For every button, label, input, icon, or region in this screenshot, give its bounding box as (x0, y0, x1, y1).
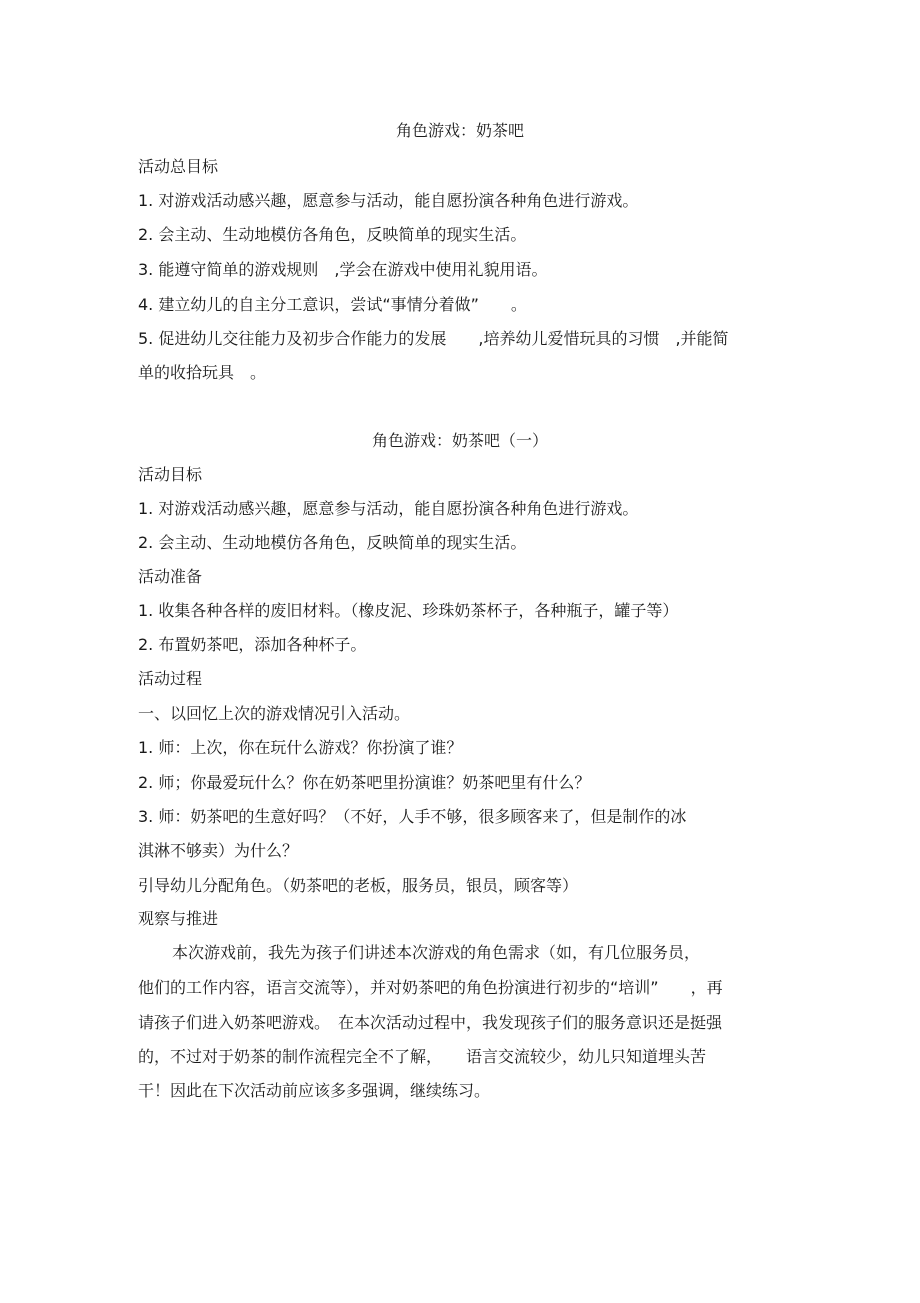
observe-paragraph-line: 他们的工作内容，语言交流等），并对奶茶吧的角色扮演进行初步的“培训” ，再 (138, 978, 723, 997)
observe-paragraph-line: 干！因此在下次活动前应该多多强调，继续练习。 (138, 1081, 491, 1100)
goal-item: 4. 建立幼儿的自主分工意识，尝试“事情分着做” 。 (138, 295, 527, 314)
observe-paragraph-line: 的，不过对于奶茶的制作流程完全不了解， 语言交流较少，幼儿只知道埋头苦 (138, 1047, 707, 1066)
section2-title: 角色游戏：奶茶吧（一） (371, 431, 548, 450)
goal-item: 2. 会主动、生动地模仿各角色，反映简单的现实生活。 (138, 533, 527, 552)
goal-heading: 活动目标 (138, 465, 203, 484)
goal-item-continued: 单的收拾玩具 。 (138, 363, 267, 382)
goal-item: 5. 促进幼儿交往能力及初步合作能力的发展 ,培养幼儿爱惜玩具的习惯 ,并能简 (138, 329, 729, 348)
process-item: 1. 师：上次，你在玩什么游戏？你扮演了谁？ (138, 738, 463, 757)
goal-item: 1. 对游戏活动感兴趣，愿意参与活动，能自愿扮演各种角色进行游戏。 (138, 499, 639, 518)
goal-item: 3. 能遵守简单的游戏规则 ,学会在游戏中使用礼貌用语。 (138, 260, 548, 279)
process-item: 一、以回忆上次的游戏情况引入活动。 (138, 704, 411, 723)
process-item: 3. 师：奶茶吧的生意好吗？（不好，人手不够，很多顾客来了，但是制作的冰 (138, 807, 687, 826)
process-item-continued: 淇淋不够卖）为什么？ (138, 841, 299, 860)
process-item: 引导幼儿分配角色。（奶茶吧的老板，服务员，银员，顾客等） (138, 876, 579, 895)
observe-paragraph-line: 本次游戏前，我先为孩子们讲述本次游戏的角色需求（如，有几位服务员， (172, 943, 701, 962)
goal-item: 1. 对游戏活动感兴趣，愿意参与活动，能自愿扮演各种角色进行游戏。 (138, 191, 639, 210)
section1-title: 角色游戏：奶茶吧 (395, 121, 524, 140)
prep-heading: 活动准备 (138, 567, 203, 586)
prep-item: 1. 收集各种各样的废旧材料。（橡皮泥、珍珠奶茶杯子，各种瓶子，罐子等） (138, 601, 679, 620)
goal-item: 2. 会主动、生动地模仿各角色，反映简单的现实生活。 (138, 225, 527, 244)
prep-item: 2. 布置奶茶吧，添加各种杯子。 (138, 635, 367, 654)
section1-heading: 活动总目标 (138, 157, 219, 176)
process-item: 2. 师；你最爱玩什么？你在奶茶吧里扮演谁？奶茶吧里有什么？ (138, 773, 591, 792)
observe-paragraph-line: 请孩子们进入奶茶吧游戏。 在本次活动过程中，我发现孩子们的服务意识还是挺强 (138, 1013, 723, 1032)
process-heading: 活动过程 (138, 669, 203, 688)
observe-heading: 观察与推进 (138, 909, 219, 928)
